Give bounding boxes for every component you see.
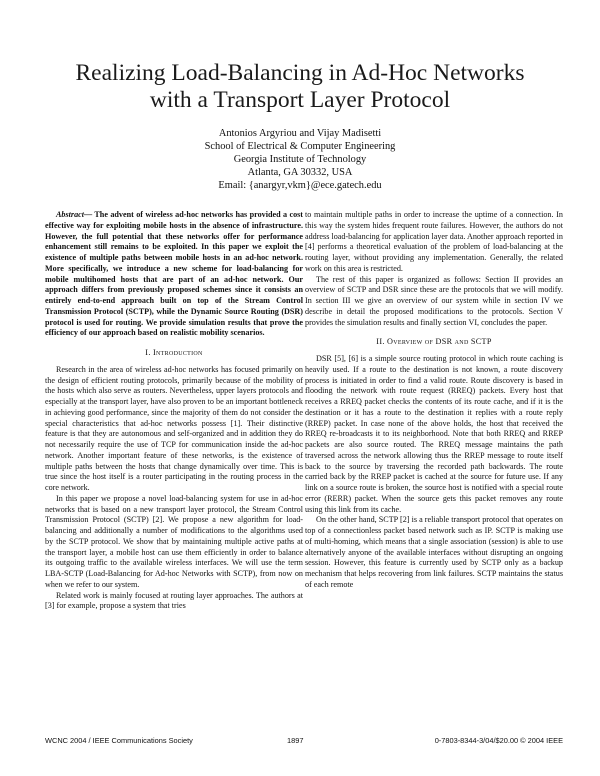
- section-heading-introduction: I. Introduction: [145, 348, 203, 357]
- page-number: 1897: [287, 736, 304, 745]
- dsr-paragraph: DSR [5], [6] is a simple source routing protocol in which route caching is heavily used. If a route to the destination is not known, a route discovery process is initiated in order to find a valid route. Route discovery is based in flooding the network with route request (RREQ) packets. Every host that receives a RREQ packet checks the contents of its route cache, and if it is the destination or it has a route to the destination it replies with a route reply (RREP) packet. In case none of the above holds, the host that received the RREQ re-broadcasts it to its neighborhood. Note that both RREQ and RREP packets are also source routed. The RREQ message maintains the path traversed across the network allowing thus the RREP message to route itself back to the source by traversing the recorded path backwards. The route carried back by the RREP packet is cached at the source for future use. If any link on a source route is broken, the source host is notified with a special route error (RERR) packet. When the source gets this packet removes any route using this link from its cache.: [305, 354, 563, 514]
- affiliation: School of Electrical & Computer Engineering: [204, 141, 396, 152]
- footer-conference: WCNC 2004 / IEEE Communications Society: [45, 736, 193, 745]
- abstract-text: — The advent of wireless ad-hoc networks has provided a cost effective way for exploiting mobile hosts in the absence of infrastructure. However, the full potential that these networks offer for performance enhancement still remains to be exploited. In this paper we exploit the existence of multiple paths between mobile hosts in an ad-hoc network. More specifically, we introduce a new scheme for load-balancing for mobile multihomed hosts that are part of an ad-hoc network. Our approach differs from previously proposed schemes since it consists an entirely end-to-end approach built on top of the Stream Control Transmission Protocol (SCTP), while the Dynamic Source Routing (DSR) protocol is used for routing. We provide simulation results that prove the efficiency of our approach based on realistic mobility scenarios.: [45, 210, 303, 338]
- title-line-1: Realizing Load-Balancing in Ad-Hoc Networks: [75, 60, 525, 86]
- authors: Antonios Argyriou and Vijay Madisetti: [218, 128, 382, 139]
- intro-paragraph-1: Research in the area of wireless ad-hoc networks has focused primarily on the design of efficient routing protocols, primarily because of the mobility of the hosts which also serve as routers. Nevertheless, upper layers protocols and especially at the transport layer, have also proven to be an important bottleneck in achieving good performance, since the majority of them do not consider the special characteristics that ad-hoc networks possess [1]. Their distinctive feature is that they are autonomous and self-organized and in addition they do not necessarily require the use of TCP for communication inside the ad-hoc network. Another important feature of these networks, is the existence of multiple paths between the hosts that change dynamically over time. This is true since the host itself is a router participating in the routing process in the core network.: [45, 364, 303, 492]
- author-block: [0, 127, 600, 192]
- left-column: [45, 210, 303, 612]
- page-footer: [45, 736, 563, 748]
- organization-paragraph: The rest of this paper is organized as follows: Section II provides an overview of SCTP and DSR since these are the protocols that we will modify. In section III we give an overview of our system while in section IV we describe in detail the proposed modifications to the protocols. Section V provides the simulation results and finally section VI, concludes the paper.: [305, 274, 563, 327]
- title-line-2: with a Transport Layer Protocol: [149, 87, 451, 113]
- abstract: [45, 210, 303, 339]
- institute: Georgia Institute of Technology: [233, 154, 367, 165]
- footer-copyright: 0-7803-8344-3/04/$20.00 © 2004 IEEE: [434, 736, 563, 745]
- section-heading-overview: II. Overview of DSR and SCTP: [376, 337, 492, 347]
- sctp-paragraph: On the other hand, SCTP [2] is a reliable transport protocol that operates on top of a connectionless packet based network such as IP. SCTP is making use of multi-homing, which means that a single association (session) is able to use alternatively anyone of the available interfaces without disrupting an ongoing session. However, this feature is currently used by SCTP only as a backup mechanism that helps recovering from link failures. SCTP maintains the status of each remote: [305, 515, 563, 589]
- intro-paragraph-3: Related work is mainly focused at routing layer approaches. The authors at [3] for example, propose a system that tries: [45, 590, 303, 611]
- right-column: [305, 210, 563, 591]
- email: Email: {anargyr,vkm}@ece.gatech.edu: [218, 180, 382, 191]
- intro-paragraph-2: In this paper we propose a novel load-balancing system for use in ad-hoc networks that is based on a new transport layer protocol, the Stream Control Transmission Protocol (SCTP) [2]. We propose a new algorithm for load-balancing and additionally a number of modifications to the algorithms used by the SCTP protocol. We show that by maintaining multiple active paths at the transport layer, a mobile host can use them efficiently in order to balance its outgoing traffic to the available wireless interfaces. We will use the term LBA-SCTP (Load-Balancing for Ad-hoc Networks with SCTP), from now on when we refer to our system.: [45, 493, 303, 589]
- address: Atlanta, GA 30332, USA: [247, 167, 353, 178]
- paper-title: [0, 60, 600, 114]
- related-work-paragraph: to maintain multiple paths in order to increase the uptime of a connection. In this way the system hides frequent route failures. However, the authors do not address load-balancing for application layer data. Another approach reported in [4] performs a theoretical evaluation of the problem of load-balancing at the routing layer, without providing any implementation. Generally, the related work on this area is restricted.: [305, 210, 563, 273]
- abstract-label: Abstract: [56, 210, 84, 219]
